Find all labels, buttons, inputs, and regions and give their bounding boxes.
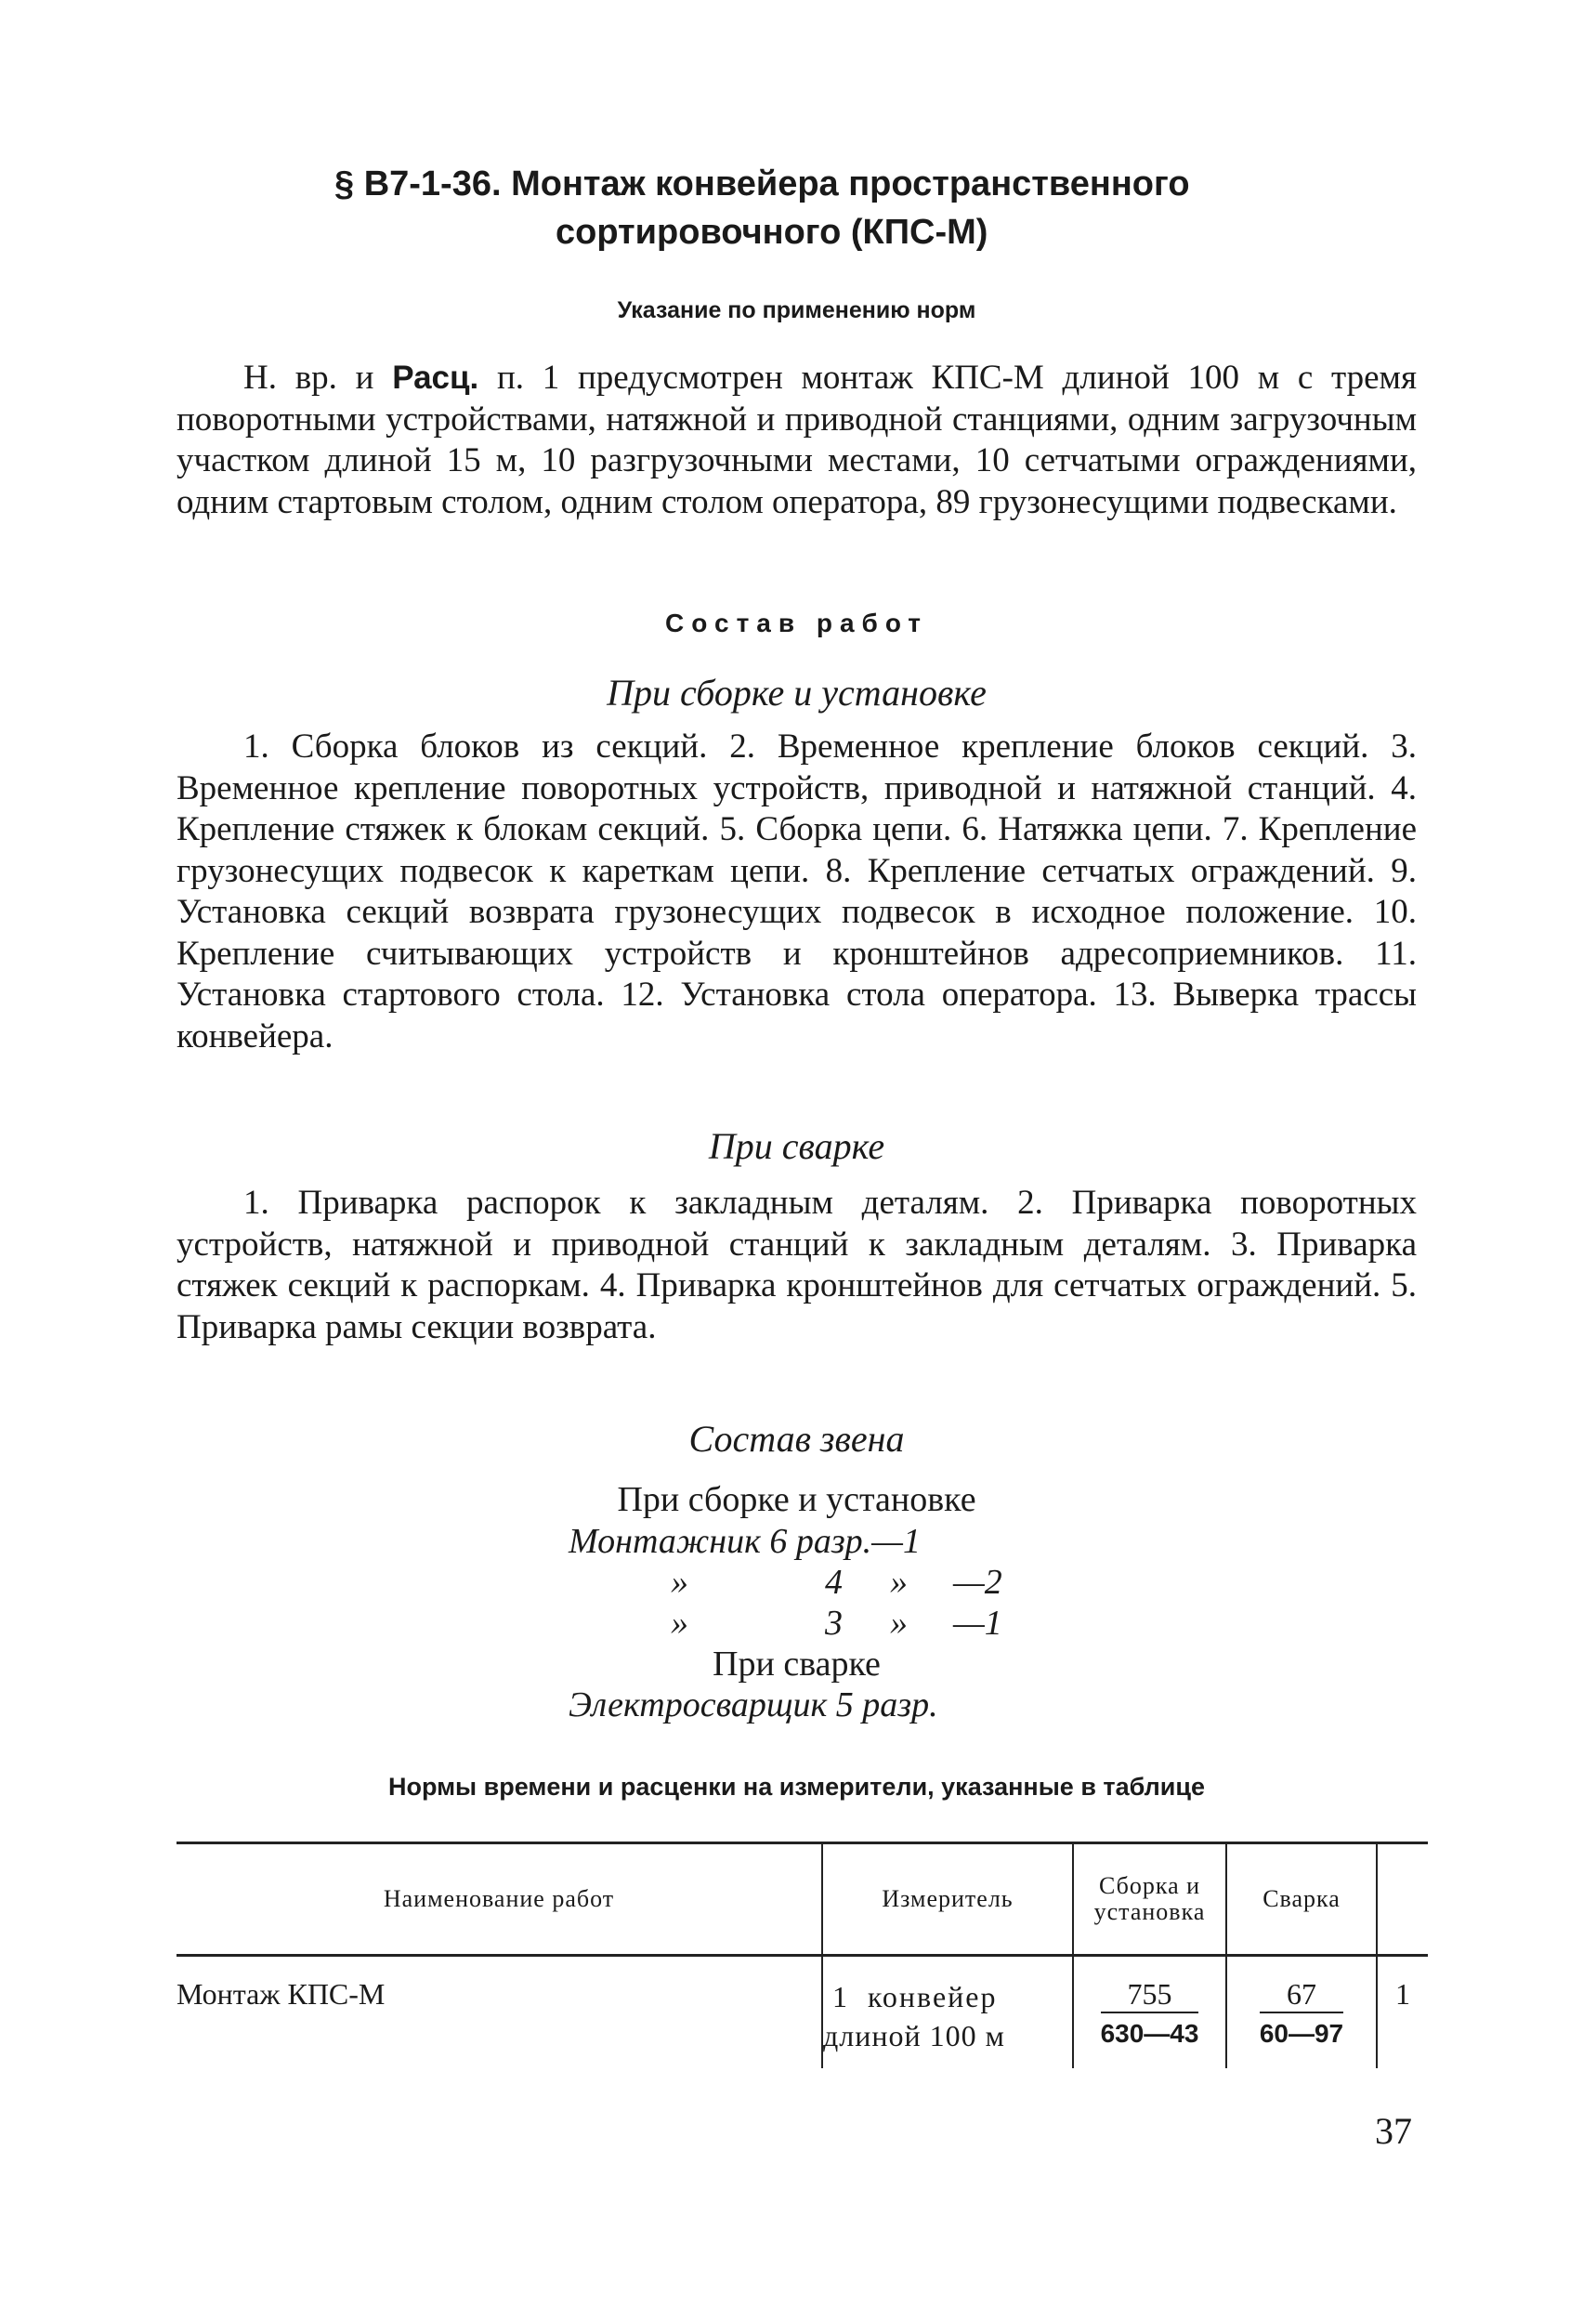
assembly-text: 1. Сборка блоков из секций. 2. Временное крепление блоков секций. 3. Временное крепление поворотных устройств, приводной и натяжной станций. 4. Крепление стяжек к блокам секций. 5. Сборка цепи. 6. Натяжка цепи. 7. Крепление грузонесущих подвесок к кареткам цепи. 8. Крепление сетчатых ограждений. 9. Установка секций возврата грузонесущих подвесок в исходное положение. 10. Крепление считывающих устройств и кронштейнов адресоприемников. 11. Установка стартового стола. 12. Установка стола оператора. 13. Выверка трассы конвейера.	[177, 727, 1417, 1055]
column-header-name: Наименование работ	[177, 1843, 822, 1956]
table-row	[177, 1956, 1428, 2069]
application-text: п. 1 предусмотрен монтаж КПС-М длиной 100 м с тремя поворотными устройствами, натяжной и приводной станциями, одним загрузочным участком длиной 15 м, 10 разгрузочными местами, 10 сетчатыми ограждениями, одним стартовым столом, одним столом оператора, 89 грузонесущими подвесками.	[177, 359, 1417, 521]
norms-table	[177, 1842, 1428, 2068]
welding-time: 67	[1260, 1977, 1343, 2013]
assembly-title: При сборке и установке	[607, 672, 987, 714]
table-header-row	[177, 1843, 1428, 1956]
cell-welding	[1226, 1956, 1377, 2069]
application-lead: Н. вр. и	[243, 359, 393, 397]
application-paragraph	[177, 358, 1417, 523]
norms-heading: Нормы времени и расценки на измерители, указанные в таблице	[387, 1773, 1206, 1801]
section-title-line2: сортировочного (КПС-М)	[556, 213, 988, 252]
assembly-rate: 630—43	[1100, 2019, 1199, 2048]
column-header-assembly-line2: установка	[1093, 1898, 1206, 1925]
assembly-time: 755	[1101, 1977, 1199, 2013]
application-rate-label: Расц.	[392, 360, 479, 396]
crew-line-installer-6: Монтажник 6 разр.—1	[569, 1522, 921, 1561]
section-title	[334, 160, 1375, 256]
welding-rate: 60—97	[1259, 2019, 1344, 2048]
cell-unit-line2: длиной 100 м	[823, 2019, 1005, 2052]
cell-unit-line1: 1 конвейер	[832, 1980, 998, 2013]
cell-work-name: Монтаж КПС-М	[177, 1977, 386, 2011]
crew-line-welder: Электросварщик 5 разр.	[569, 1685, 938, 1724]
cell-unit	[822, 1956, 1073, 2069]
work-composition-heading: Состав работ	[665, 609, 928, 637]
crew-assembly-label: При сборке и установке	[617, 1480, 976, 1519]
crew-welding-label: При сварке	[713, 1645, 881, 1684]
assembly-paragraph	[177, 727, 1417, 1057]
welding-paragraph	[177, 1183, 1417, 1348]
column-header-welding: Сварка	[1226, 1843, 1377, 1956]
section-title-line1: § В7-1-36. Монтаж конвейера пространственного	[334, 164, 1190, 203]
welding-title: При сварке	[708, 1125, 885, 1167]
column-header-unit: Измеритель	[822, 1843, 1073, 1956]
cell-assembly	[1073, 1956, 1226, 2069]
column-header-index	[1377, 1843, 1428, 1956]
cell-index: 1	[1377, 1956, 1428, 2069]
assembly-fraction	[1101, 1977, 1199, 2049]
crew-title: Состав звена	[688, 1418, 905, 1460]
welding-text: 1. Приварка распорок к закладным деталям. 2. Приварка поворотных устройств, натяжной и приводной станций к закладным деталям. 3. Приварка стяжек секций к распоркам. 4. Приварка кронштейнов для сетчатых ограждений. 5. Приварка рамы секции возврата.	[177, 1184, 1417, 1346]
column-header-assembly-line1: Сборка и	[1098, 1872, 1201, 1899]
application-heading: Указание по применению норм	[617, 297, 976, 323]
welding-fraction	[1260, 1977, 1343, 2049]
page-number: 37	[1375, 2110, 1412, 2152]
column-header-assembly	[1073, 1843, 1226, 1956]
